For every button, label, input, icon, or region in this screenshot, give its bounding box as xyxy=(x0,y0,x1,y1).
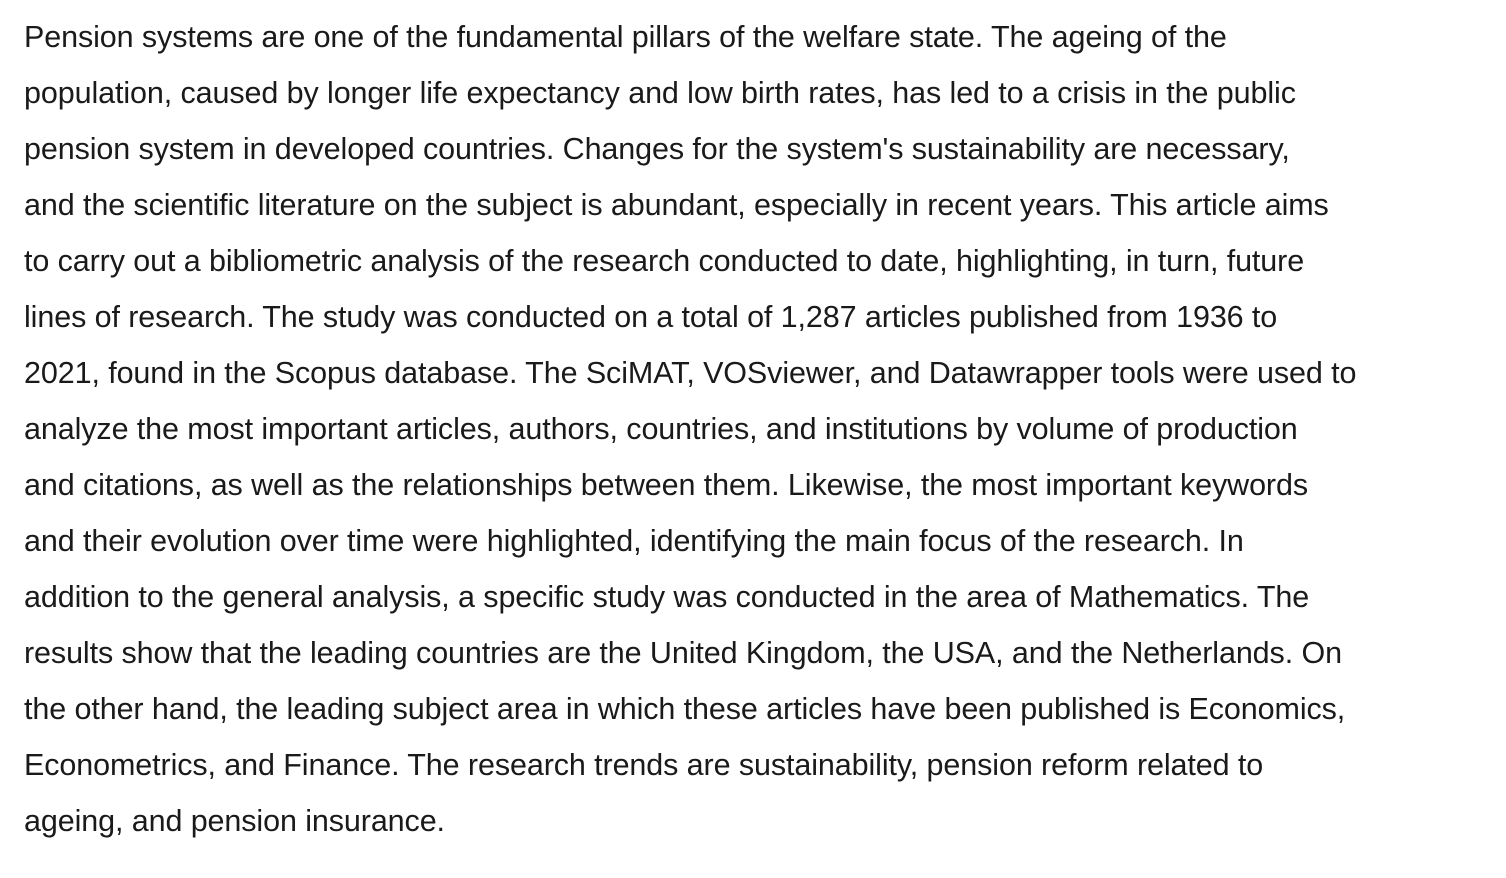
text-line: pension system in developed countries. Changes for the system's sustainability are necessary, xyxy=(24,132,1290,166)
text-line: population, caused by longer life expectancy and low birth rates, has led to a crisis in the public xyxy=(24,76,1296,110)
text-line: analyze the most important articles, authors, countries, and institutions by volume of production xyxy=(24,412,1298,446)
text-line: to carry out a bibliometric analysis of the research conducted to date, highlighting, in turn, future xyxy=(24,244,1305,278)
text-line: Econometrics, and Finance. The research trends are sustainability, pension reform related to xyxy=(24,748,1264,782)
text-line: lines of research. The study was conducted on a total of 1,287 articles published from 1936 to xyxy=(24,300,1278,334)
text-line: 2021, found in the Scopus database. The SciMAT, VOSviewer, and Datawrapper tools were used to xyxy=(24,356,1357,390)
text-line: the other hand, the leading subject area in which these articles have been published is Economics, xyxy=(24,692,1346,726)
text-line: Pension systems are one of the fundamental pillars of the welfare state. The ageing of the xyxy=(24,20,1227,54)
text-line: and the scientific literature on the subject is abundant, especially in recent years. This article aims xyxy=(24,188,1329,222)
text-line: and citations, as well as the relationships between them. Likewise, the most important keywords xyxy=(24,468,1308,502)
text-line: addition to the general analysis, a specific study was conducted in the area of Mathematics. The xyxy=(24,580,1310,614)
text-line: ageing, and pension insurance. xyxy=(24,804,445,838)
text-line: and their evolution over time were highlighted, identifying the main focus of the research. In xyxy=(24,524,1244,558)
abstract-paragraph xyxy=(24,11,1474,851)
text-line: results show that the leading countries are the United Kingdom, the USA, and the Netherlands. On xyxy=(24,636,1342,670)
